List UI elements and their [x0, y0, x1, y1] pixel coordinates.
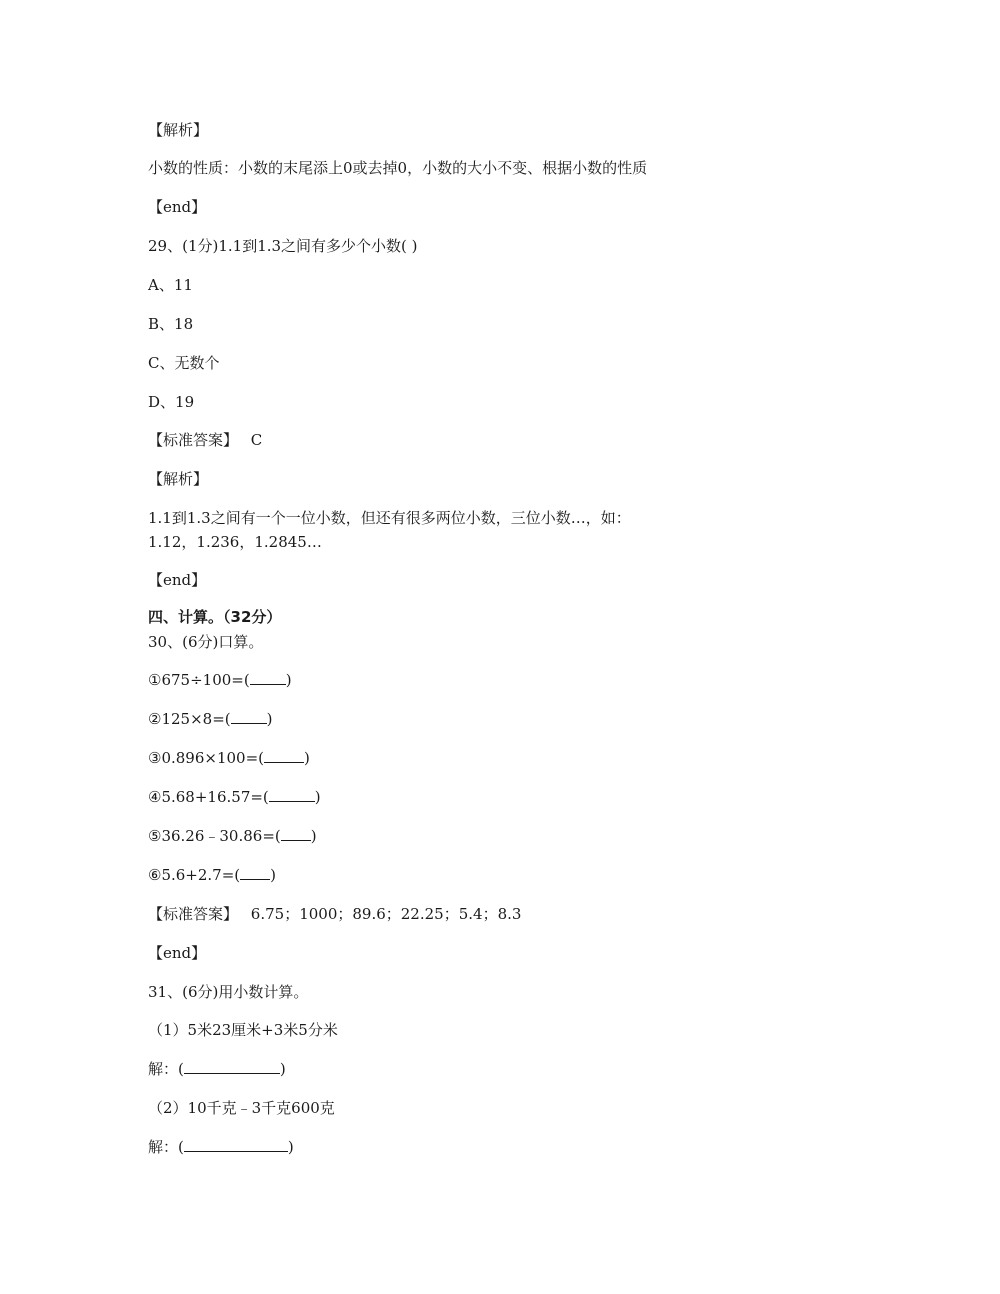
q30-item-6-blank[interactable]	[240, 865, 270, 880]
solve-prefix: 解：(	[148, 1060, 184, 1078]
close-paren: )	[304, 749, 310, 767]
q30-answer-value: 6.75；1000；89.6；22.25；5.4；8.3	[250, 905, 522, 923]
q30-item-2	[148, 709, 272, 729]
q30-stem: 30、(6分)口算。	[148, 633, 264, 651]
q29-analysis-line2: 1.12，1.236，1.2845…	[148, 533, 322, 551]
q30-item-2-text: ②125×8=(	[148, 710, 231, 728]
standard-answer-label: 【标准答案】	[148, 431, 239, 449]
q30-item-1-text: ①675÷100=(	[148, 671, 250, 689]
q30-item-6-text: ⑥5.6+2.7=(	[148, 866, 241, 884]
close-paren: )	[287, 1138, 294, 1156]
q29-option-d: D、19	[148, 393, 195, 411]
close-paren: )	[310, 827, 317, 845]
q29-answer-value: C	[250, 431, 263, 449]
q30-standard-answer	[148, 904, 521, 924]
q29-stem: 29、(1分)1.1到1.3之间有多少个小数( )	[148, 237, 418, 255]
q30-item-4-text: ④5.68+16.57=(	[148, 788, 269, 806]
q29-analysis-line1: 1.1到1.3之间有一个一位小数，但还有很多两位小数，三位小数…，如：	[148, 509, 631, 527]
q30-item-6	[148, 865, 276, 885]
close-paren: )	[285, 671, 292, 689]
standard-answer-label: 【标准答案】	[148, 905, 239, 923]
q29-end-label: 【end】	[148, 571, 207, 589]
q30-end-label: 【end】	[148, 944, 207, 962]
q30-item-5-text: ⑤36.26﹣30.86=(	[148, 827, 281, 845]
q28-analysis-text: 小数的性质：小数的末尾添上0或去掉0，小数的大小不变、根据小数的性质	[148, 159, 648, 177]
q31-sub2: （2）10千克﹣3千克600克	[148, 1099, 335, 1117]
q29-option-c: C、无数个	[148, 354, 220, 372]
q31-sub2-blank[interactable]	[184, 1137, 288, 1152]
q30-item-4-blank[interactable]	[269, 787, 315, 802]
q31-stem: 31、(6分)用小数计算。	[148, 983, 309, 1001]
close-paren: )	[270, 866, 277, 884]
q30-item-3	[148, 748, 310, 768]
q30-item-2-blank[interactable]	[231, 709, 267, 724]
q30-item-3-blank[interactable]	[264, 748, 304, 763]
close-paren: )	[279, 1060, 286, 1078]
solve-prefix: 解：(	[148, 1138, 184, 1156]
q31-sub1: （1）5米23厘米+3米5分米	[148, 1021, 338, 1039]
q29-option-b: B、18	[148, 315, 194, 333]
q31-sub1-blank[interactable]	[184, 1059, 280, 1074]
q29-analysis-label: 【解析】	[148, 470, 209, 488]
q29-option-a: A、11	[148, 276, 193, 294]
q30-item-4	[148, 787, 321, 807]
q30-item-3-text: ③0.896×100=(	[148, 749, 265, 767]
q31-sub1-solve	[148, 1059, 286, 1079]
q31-sub2-solve	[148, 1137, 294, 1157]
q30-item-5	[148, 826, 317, 846]
q30-item-1-blank[interactable]	[250, 670, 286, 685]
q28-end-label: 【end】	[148, 198, 207, 216]
q29-standard-answer	[148, 430, 262, 450]
part4-heading: 四、计算。（32分）	[148, 608, 282, 626]
q30-item-5-blank[interactable]	[281, 826, 311, 841]
q30-item-1	[148, 670, 292, 690]
close-paren: )	[266, 710, 273, 728]
q28-analysis-label: 【解析】	[148, 121, 209, 139]
close-paren: )	[314, 788, 321, 806]
